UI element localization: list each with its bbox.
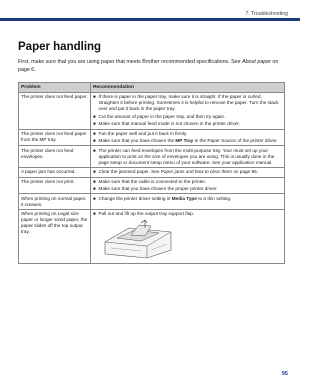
page-number: 95	[281, 371, 288, 377]
recommendation-text	[99, 138, 283, 144]
square-bullet-icon: ■	[93, 113, 96, 119]
output-tray-support-flap-icon	[101, 220, 175, 260]
table-row	[19, 177, 285, 194]
recommendation-item	[93, 148, 282, 166]
intro-text	[18, 59, 286, 74]
recommendation-text: Fan the paper well and put it back in firmly.	[98, 130, 188, 136]
intro-before: First, make sure that you are using paper that meets Brother recommended specifications. See	[18, 59, 243, 65]
recommendation-text: Cut the amount of paper in the paper tray, and then try again.	[98, 113, 226, 119]
recommendation-item	[93, 196, 282, 202]
recommendation-text: Make sure that you have chosen the proper printer driver.	[98, 186, 218, 192]
recommendation-text	[99, 169, 283, 175]
recommendation-item	[93, 121, 282, 127]
problem-cell: The printer does not print.	[19, 177, 91, 194]
rec-part: Make sure that you have chosen the	[98, 138, 176, 144]
table-row	[19, 209, 285, 263]
square-bullet-icon: ■	[93, 195, 96, 201]
rec-part: to a thin setting.	[196, 195, 232, 201]
recommendation-cell	[91, 168, 285, 177]
recommendation-cell	[91, 129, 285, 146]
recommendation-text: Make sure that manual feed mode is not chosen in the printer driver.	[98, 121, 240, 127]
recommendation-text	[99, 196, 283, 202]
recommendation-cell	[91, 194, 285, 210]
recommendation-column-header: Recommendation	[91, 83, 285, 93]
header-rule	[0, 18, 300, 21]
recommendation-cell	[91, 146, 285, 168]
intro-after: on page 6.	[18, 59, 279, 73]
recommendation-text: If there is paper in the paper tray, make sure it is straight. If the paper is curled, straighten it before printing. Sometimes it is helpful to remove the paper. Turn the stack over and put it back in the paper tray.	[98, 94, 279, 112]
recommendation-cell	[91, 209, 285, 263]
problem-cell: When printing on Legal size paper or longer sized paper, the paper slides off the top output tray.	[19, 209, 91, 263]
recommendation-text: Pull out and lift up the output tray support flap.	[98, 211, 195, 217]
problem-cell: The printer does not feed paper from the MP tray.	[19, 129, 91, 146]
table-header-row	[19, 83, 285, 93]
square-bullet-icon: ■	[93, 94, 96, 100]
square-bullet-icon: ■	[93, 121, 96, 127]
page-title: Paper handling	[18, 41, 102, 53]
table-row	[19, 194, 285, 210]
recommendation-item	[93, 179, 282, 185]
rec-part: Clear the jammed paper. See	[98, 169, 161, 175]
problem-cell: The printer does not feed paper.	[19, 93, 91, 129]
recommendation-item	[93, 94, 282, 112]
recommendation-text: The printer can feed envelopes from the multi-purpose tray. Your must set up your application to print on the size of envelopes you are using. This is usually done in the page setup or document setup menu of your software. See your application manual.	[98, 147, 275, 165]
problem-column-header: Problem	[19, 83, 91, 93]
recommendation-item	[93, 131, 282, 137]
table-row	[19, 168, 285, 177]
problem-cell: The printer does not feed envelopes.	[19, 146, 91, 168]
paper-jams-link[interactable]: Paper jams and how to clear them	[160, 169, 232, 175]
table-row	[19, 146, 285, 168]
square-bullet-icon: ■	[93, 186, 96, 192]
recommendation-item	[93, 186, 282, 192]
square-bullet-icon: ■	[93, 147, 96, 153]
square-bullet-icon: ■	[93, 211, 96, 217]
recommendation-item	[93, 169, 282, 175]
rec-part: on page 96.	[231, 169, 258, 175]
troubleshooting-table	[18, 82, 285, 264]
square-bullet-icon: ■	[93, 169, 96, 175]
media-type-setting: Media Type	[171, 195, 197, 201]
table-row	[19, 129, 285, 146]
recommendation-cell	[91, 93, 285, 129]
mp-tray-setting: MP Tray	[175, 138, 194, 144]
square-bullet-icon: ■	[93, 178, 96, 184]
recommendation-text: Make sure that the cable is connected to the printer.	[98, 178, 207, 184]
square-bullet-icon: ■	[93, 130, 96, 136]
rec-part: in the Paper Source of the printer driver.	[193, 138, 278, 144]
square-bullet-icon: ■	[93, 138, 96, 144]
intro-link[interactable]: About paper	[242, 59, 271, 65]
chapter-header: 7. Troubleshooting	[245, 11, 288, 17]
recommendation-cell	[91, 177, 285, 194]
recommendation-item	[93, 211, 282, 217]
table-row	[19, 93, 285, 129]
problem-cell: A paper jam has occurred.	[19, 168, 91, 177]
rec-part: Change the printer driver setting in	[98, 195, 172, 201]
recommendation-item	[93, 138, 282, 144]
recommendation-item	[93, 114, 282, 120]
problem-cell: When printing on normal paper, it creases.	[19, 194, 91, 210]
